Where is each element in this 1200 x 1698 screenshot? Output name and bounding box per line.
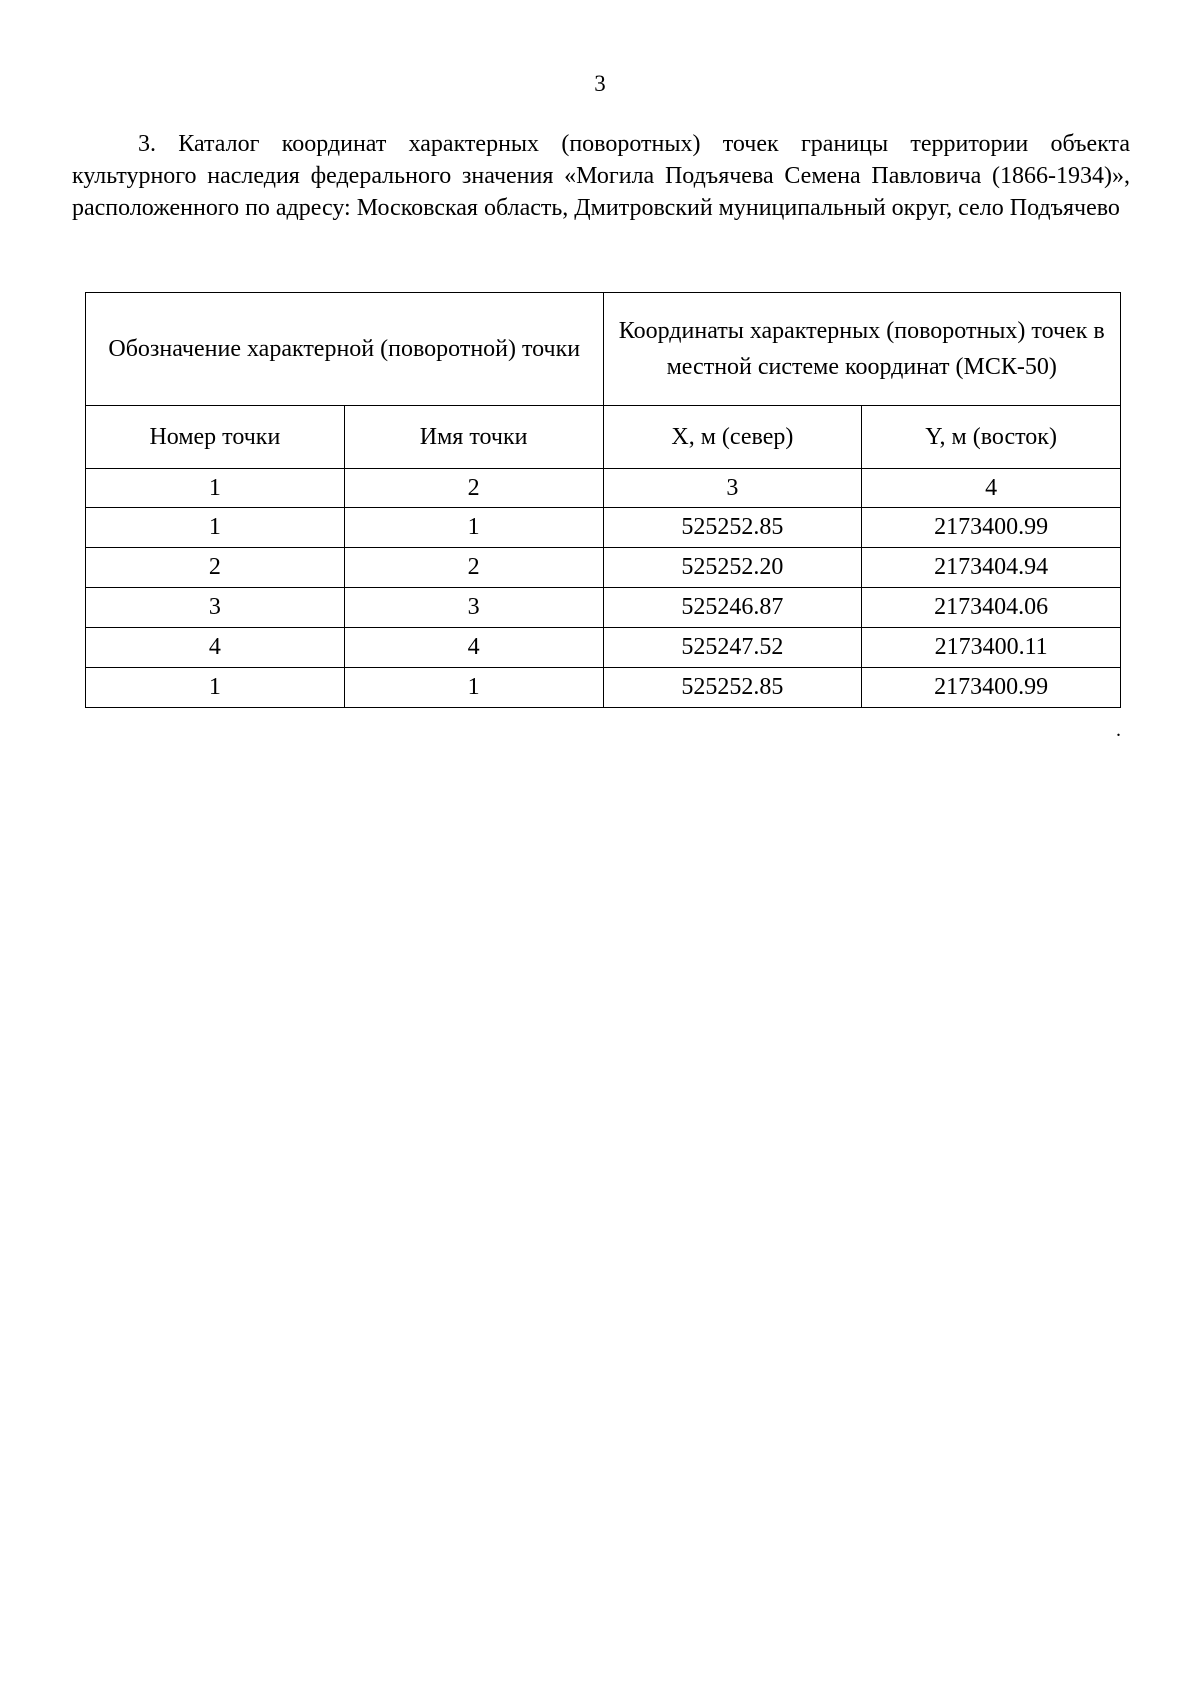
point-name-cell: 3	[344, 588, 603, 628]
table-index-row	[86, 469, 1121, 508]
column-header-y: Y, м (восток)	[862, 406, 1121, 469]
table-row	[86, 588, 1121, 628]
y-coordinate-cell: 2173404.06	[862, 588, 1121, 628]
group-header-coordinates: Координаты характерных (поворотных) точек в местной системе координат (МСК-50)	[603, 293, 1121, 406]
point-number-cell: 1	[86, 508, 345, 548]
coordinates-table	[85, 292, 1121, 708]
table-row	[86, 668, 1121, 708]
group-header-point-designation: Обозначение характерной (поворотной) точки	[86, 293, 604, 406]
point-name-cell: 4	[344, 628, 603, 668]
index-cell: 1	[86, 469, 345, 508]
point-number-cell: 4	[86, 628, 345, 668]
table-row	[86, 628, 1121, 668]
x-coordinate-cell: 525252.85	[603, 508, 862, 548]
point-name-cell: 1	[344, 668, 603, 708]
table-row	[86, 508, 1121, 548]
x-coordinate-cell: 525252.20	[603, 548, 862, 588]
y-coordinate-cell: 2173404.94	[862, 548, 1121, 588]
point-number-cell: 1	[86, 668, 345, 708]
index-cell: 4	[862, 469, 1121, 508]
index-cell: 3	[603, 469, 862, 508]
table-row	[86, 548, 1121, 588]
table-column-header-row	[86, 406, 1121, 469]
point-name-cell: 1	[344, 508, 603, 548]
index-cell: 2	[344, 469, 603, 508]
catalog-description: 3. Каталог координат характерных (поворотных) точек границы территории объекта культурного наследия федерального значения «Могила Подъячева Семена Павловича (1866-1934)», расположенного по адресу: Московская область, Дмитровский муниципальный округ, село Подъячево	[72, 131, 1130, 221]
x-coordinate-cell: 525247.52	[603, 628, 862, 668]
page-number: 3	[594, 71, 606, 96]
point-number-cell: 2	[86, 548, 345, 588]
point-name-cell: 2	[344, 548, 603, 588]
trailing-mark: .	[1116, 719, 1121, 741]
column-header-x: X, м (север)	[603, 406, 862, 469]
column-header-point-number: Номер точки	[86, 406, 345, 469]
point-number-cell: 3	[86, 588, 345, 628]
y-coordinate-cell: 2173400.99	[862, 668, 1121, 708]
column-header-point-name: Имя точки	[344, 406, 603, 469]
y-coordinate-cell: 2173400.99	[862, 508, 1121, 548]
table-group-header-row	[86, 293, 1121, 406]
x-coordinate-cell: 525246.87	[603, 588, 862, 628]
x-coordinate-cell: 525252.85	[603, 668, 862, 708]
y-coordinate-cell: 2173400.11	[862, 628, 1121, 668]
